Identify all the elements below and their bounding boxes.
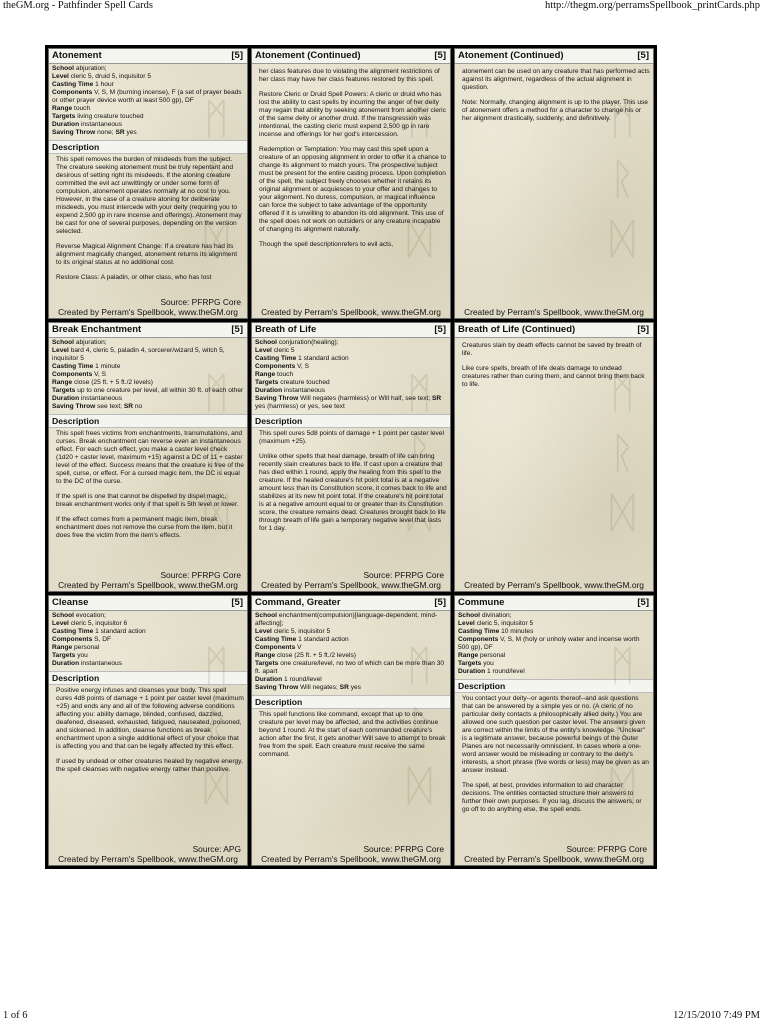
stat-label: Casting Time (458, 628, 500, 636)
stat-level (52, 620, 244, 628)
stat-label: Duration (255, 386, 283, 394)
card-body (455, 64, 653, 123)
stat-label: SR (123, 402, 134, 410)
card-credit: Created by Perram's Spellbook, www.theGM.org (58, 853, 238, 864)
rune-watermark-icon: ᛗ ᚱ ᛞ (203, 94, 229, 263)
stat-value: none; (97, 129, 114, 136)
card-credit: Created by Perram's Spellbook, www.theGM.org (58, 306, 238, 317)
stat-label: Range (52, 105, 73, 112)
stat-label: Duration (52, 121, 80, 128)
stat-label: Level (52, 346, 69, 354)
card-credit: Created by Perram's Spellbook, www.theGM.org (261, 580, 441, 591)
stat-value: V (297, 644, 302, 652)
rune-watermark-icon: ᛗ ᚱ ᛞ (203, 641, 229, 811)
card-title: Commune (458, 597, 505, 609)
stat-components (52, 636, 244, 644)
stat-targets (255, 660, 447, 676)
card-credit: Created by Perram's Spellbook, www.theGM.org (261, 853, 441, 864)
stat-value: V, S (297, 362, 309, 370)
description-paragraph: Creatures slain by death effects cannot be saved by breath of life. (462, 341, 642, 357)
stat-value: yes (126, 129, 137, 136)
stat-targets (255, 379, 447, 387)
card-title: Atonement (Continued) (255, 50, 361, 61)
stat-label: School (52, 65, 74, 72)
stat-label: Casting Time (52, 81, 94, 88)
stat-value: 1 round/level (283, 676, 322, 684)
rune-watermark-icon: ᛗ ᚱ ᛞ (609, 367, 635, 537)
stat-targets (458, 660, 650, 668)
card-source: Source: PFRPG Core (160, 296, 241, 307)
card-title: Command, Greater (255, 597, 341, 609)
stat-value: cleric 5, druid 5, inquisitor 5 (70, 73, 151, 80)
card-grid (48, 48, 654, 866)
card-sheet (45, 45, 657, 869)
card-source: Source: PFRPG Core (363, 843, 444, 854)
stat-saving-throw (255, 395, 447, 411)
card-body (455, 611, 653, 814)
card-credit: Created by Perram's Spellbook, www.theGM.org (261, 306, 441, 317)
stat-value: enchantment(compulsion)[language-dependent, mind-affecting]; (255, 612, 438, 628)
stat-label: Components (52, 370, 93, 378)
stat-duration (255, 387, 447, 395)
card-source: Source: PFRPG Core (566, 843, 647, 854)
card-body (49, 611, 247, 774)
stat-value: S, DF (94, 636, 111, 644)
card-title-bar (252, 596, 450, 611)
card-count: [5] (231, 50, 243, 61)
stat-label: SR (115, 129, 125, 136)
card-body (252, 338, 450, 533)
card-credit: Created by Perram's Spellbook, www.theGM.org (464, 306, 644, 317)
stat-label: School (458, 612, 480, 620)
card-count: [5] (434, 597, 446, 609)
card-count: [5] (231, 597, 243, 609)
spell-card (454, 48, 654, 319)
description-paragraph: Though the spell descriptionrefers to evil acts, (259, 241, 394, 248)
stat-label: Range (458, 652, 479, 660)
page-header-url: http://thegm.org/perramsSpellbook_printCards.php (544, 0, 760, 11)
stat-label: Casting Time (52, 362, 94, 370)
description-paragraph: If the spell is one that cannot be dispelled by dispel magic, break enchantment works only if that spell is 5th level or lower. (56, 492, 239, 508)
stat-level (52, 347, 244, 363)
description-heading: Description (252, 695, 450, 709)
stat-casting-time (52, 81, 244, 89)
stat-label: SR (432, 394, 442, 402)
card-credit: Created by Perram's Spellbook, www.theGM.org (464, 580, 644, 591)
stat-value: 1 standard action (95, 628, 146, 636)
stat-value: Will negates; (300, 684, 338, 692)
stat-range (458, 652, 650, 660)
stat-value: instantaneous (80, 394, 123, 402)
stat-value: you (77, 652, 88, 660)
stat-casting-time (255, 355, 447, 363)
stat-range (52, 105, 244, 113)
stat-casting-time (255, 636, 447, 644)
card-title-bar (252, 323, 450, 338)
stat-value: one creature/level, no two of which can be more than 30 ft. apart (255, 660, 445, 676)
card-title: Atonement (Continued) (458, 50, 564, 61)
stat-label: Saving Throw (52, 129, 96, 136)
card-source: Source: APG (192, 843, 241, 854)
stat-value: living creature touched (77, 113, 144, 120)
card-title-bar (49, 49, 247, 64)
spell-card (251, 48, 451, 319)
card-title-bar (49, 323, 247, 338)
stat-value: up to one creature per level, all within 30 ft. of each other (77, 386, 244, 394)
stat-value: divination; (481, 612, 512, 620)
stat-value: 10 minutes (501, 628, 534, 636)
print-timestamp: 12/15/2010 7:49 PM (673, 1010, 760, 1021)
stat-range (52, 379, 244, 387)
spell-card (454, 322, 654, 593)
stat-casting-time (52, 628, 244, 636)
stat-value: cleric 5, inquisitor 5 (476, 620, 534, 628)
stat-range (52, 644, 244, 652)
stat-saving-throw (52, 403, 244, 411)
stat-label: SR (339, 684, 349, 692)
stat-value: abjuration; (75, 65, 107, 72)
card-count: [5] (637, 597, 649, 609)
stat-label: Components (458, 636, 499, 644)
stat-school (52, 65, 244, 73)
spell-card (251, 595, 451, 866)
card-count: [5] (434, 50, 446, 61)
stat-level (52, 73, 244, 81)
description-paragraph: If used by undead or other creatures healed by negative energy, the spell cleanses with negative energy rather than positive. (56, 758, 243, 774)
stat-duration (52, 660, 244, 668)
stat-school (458, 612, 650, 620)
stat-saving-throw (52, 129, 244, 137)
description-paragraph: Unlike other spells that heal damage, breath of life can bring recently slain creatures back to life. If cast upon a creature that has died within 1 round, apply the healing from this spell to the creature. If the healed creature's hit point total is at a negative amount less than its Constitution score, it comes back to life and stabilizes at its new hit point total. If the creature's hit point total is at a negative amount equal to or greater than its Constitution score, the creature remains dead. Creatures brought back to life through breath of life gain a temporary negative level that lasts for 1 day. (259, 452, 447, 532)
stat-value: V, S, M (holy or unholy water and incense worth 500 gp), DF (458, 636, 640, 652)
stat-value: no (134, 402, 143, 410)
card-source: Source: PFRPG Core (363, 570, 444, 581)
stat-value: conjuration(healing); (278, 338, 339, 346)
stat-value: V, S (94, 370, 106, 378)
stat-level (458, 620, 650, 628)
stat-label: Components (255, 362, 296, 370)
page-header (0, 0, 768, 14)
stat-label: Range (52, 378, 73, 386)
stat-value: Will negates (harmless) or Will half, see text; (300, 394, 431, 402)
stat-label: School (52, 612, 74, 620)
stat-value: you (483, 660, 494, 668)
description-heading: Description (49, 140, 247, 154)
stat-value: 1 round/level (486, 668, 525, 676)
stat-value: bard 4, cleric 5, paladin 4, sorcerer/wizard 5, witch 5, inquisitor 5 (52, 346, 225, 362)
stat-components (52, 89, 244, 105)
stat-duration (458, 668, 650, 676)
stat-value: touch (277, 370, 294, 378)
stat-value: personal (74, 644, 100, 652)
stat-label: Duration (255, 676, 283, 684)
stat-duration (52, 121, 244, 129)
stat-label: Level (52, 73, 69, 80)
card-title: Cleanse (52, 597, 89, 609)
stat-value: instantaneous (283, 386, 326, 394)
stat-label: Range (255, 652, 276, 660)
stat-value: evocation; (75, 612, 106, 620)
stat-targets (52, 387, 244, 395)
stat-school (52, 339, 244, 347)
stat-label: Targets (255, 660, 279, 668)
card-title-bar (49, 596, 247, 611)
stat-value: 1 minute (95, 362, 121, 370)
stat-value: yes (harmless) or yes, see text (255, 402, 345, 410)
card-title-bar (455, 49, 653, 64)
description-paragraph: Reverse Magical Alignment Change: If a creature has had its alignment magically changed, atonement returns its alignment to its original status at no additional cost. (56, 243, 238, 266)
stat-value: cleric 5, inquisitor 5 (273, 628, 331, 636)
stat-label: School (52, 338, 74, 346)
card-count: [5] (231, 323, 243, 335)
stat-label: Components (52, 636, 93, 644)
description-paragraph: atonement can be used on any creature that has performed acts against its alignment, regardless of the actual alignment in question. (462, 68, 650, 91)
stat-duration (255, 676, 447, 684)
card-title: Atonement (52, 50, 102, 61)
stat-label: Targets (52, 386, 76, 394)
stat-components (255, 363, 447, 371)
stat-label: Level (255, 346, 272, 354)
description-paragraph: Positive energy infuses and cleanses your body. This spell cures 4d8 points of damage + 1 point per caster level (maximum +25) and ends any and all of the following adverse conditions affecting you: ability damage, blinded, confused, dazzled, deafened, diseased, exhausted, fatigued, nauseated, poisoned, and sickened. In addition, cleanse functions as break enchantment upon a single additional effect of your choice that is affecting you and that can be legally affected by this effect. (56, 687, 244, 751)
stat-school (255, 612, 447, 628)
rune-watermark-icon: ᛗ ᚱ ᛞ (609, 94, 635, 263)
card-count: [5] (434, 323, 446, 335)
card-body (49, 338, 247, 540)
stat-label: School (255, 612, 277, 620)
rune-watermark-icon: ᛗ ᚱ ᛞ (203, 367, 229, 537)
card-body (455, 338, 653, 389)
stat-value: 1 standard action (298, 354, 349, 362)
description-paragraph: Redemption or Temptation: You may cast this spell upon a creature of an opposing alignment in order to offer it a chance to change its alignment to match yours. The prospective subject must be present for the entire casting process. Upon completion of the spell, the subject freely chooses whether it retains its original alignment or acquiesces to your offer and changes to your alignment. No duress, compulsion, or magical influence can force the subject to take advantage of the opportunity offered if it is unwilling to abandon its old alignment. This use of the spell does not work on outsiders or any creature incapable of changing its alignment naturally. (259, 146, 447, 233)
stat-value: 1 standard action (298, 636, 349, 644)
card-body (252, 64, 450, 249)
description-paragraph: Like cure spells, breath of life deals damage to undead creatures rather than curing them, and cannot bring them back to life. (462, 364, 645, 388)
card-count: [5] (637, 323, 649, 335)
stat-value: abjuration; (75, 338, 107, 346)
stat-label: Components (52, 89, 93, 96)
description-paragraph: If the effect comes from a permanent magic item, break enchantment does not remove the curse from the item, but it does free the victim from the item's effects. (56, 515, 233, 539)
stat-label: Level (255, 628, 272, 636)
card-title: Breath of Life (255, 323, 317, 335)
stat-value: personal (480, 652, 506, 660)
spell-card (48, 48, 248, 319)
description-paragraph: This spell cures 5d8 points of damage + 1 point per caster level (maximum +25). (259, 429, 444, 445)
stat-casting-time (458, 628, 650, 636)
stat-label: Casting Time (52, 628, 94, 636)
stat-label: School (255, 338, 277, 346)
stat-label: Level (52, 620, 69, 628)
stat-label: Casting Time (255, 636, 297, 644)
description-paragraph: Restore Class: A paladin, or other class, who has lost (56, 274, 212, 281)
rune-watermark-icon: ᛗ ᚱ ᛞ (406, 94, 432, 263)
stat-value: V, S, M (burning incense), F (a set of prayer beads or other prayer device worth at least 500 gp), DF (52, 89, 242, 104)
spell-card (251, 322, 451, 593)
stat-value: cleric 5, inquisitor 6 (70, 620, 128, 628)
card-title: Break Enchantment (52, 323, 142, 335)
stat-label: Saving Throw (52, 402, 96, 410)
stat-value: cleric 5 (273, 346, 295, 354)
stat-label: Casting Time (255, 354, 297, 362)
stat-label: Duration (52, 394, 80, 402)
description-paragraph: her class features due to violating the alignment restrictions of her class may have her class features restored by this spell. (259, 68, 440, 83)
stat-label: Saving Throw (255, 394, 299, 402)
card-credit: Created by Perram's Spellbook, www.theGM.org (464, 853, 644, 864)
stat-school (52, 612, 244, 620)
stat-school (255, 339, 447, 347)
description-heading: Description (49, 671, 247, 685)
description-heading: Description (252, 414, 450, 428)
stat-duration (52, 395, 244, 403)
description-paragraph: Restore Cleric or Druid Spell Powers: A cleric or druid who has lost the ability to cast spells by incurring the anger of her deity may regain that ability by seeking atonement from another cleric of the same deity or another druid. If the transgression was intentional, the casting cleric must expend 2,500 gp in rare incense and offerings for her god's intercession. (259, 91, 446, 138)
page-number: 1 of 6 (3, 1010, 28, 1021)
stat-range (255, 652, 447, 660)
stat-label: Targets (52, 652, 76, 660)
description-paragraph: This spell frees victims from enchantments, transmutations, and curses. Break enchantment can reverse even an instantaneous effect. For each such effect, you make a caster level check (1d20 + caster level, maximum +15) against a DC of 11 + caster level of the effect. Success means that the creature is free of the spell, curse, or effect. For a cursed magic item, the DC is equal to the DC of the curse. (56, 429, 244, 485)
page-footer (0, 1010, 768, 1024)
description-paragraph: The spell, at best, provides information to aid character decisions. The entities contacted structure their answers to further their own purposes. If you lag, discuss the answers, or go off to do anything else, the spell ends. (462, 782, 642, 814)
stat-label: Range (255, 370, 276, 378)
card-count: [5] (637, 50, 649, 61)
card-body (49, 64, 247, 282)
stat-saving-throw (255, 684, 447, 692)
spell-card (454, 595, 654, 866)
stat-components (52, 371, 244, 379)
stat-label: Components (255, 644, 296, 652)
stat-value: instantaneous (80, 121, 123, 128)
stat-value: close (25 ft. + 5 ft./2 levels) (74, 378, 153, 386)
stat-targets (52, 652, 244, 660)
stat-value: close (25 ft. + 5 ft./2 levels) (277, 652, 356, 660)
card-source: Source: PFRPG Core (160, 570, 241, 581)
description-heading: Description (455, 679, 653, 693)
stat-label: Level (458, 620, 475, 628)
stat-value: touch (74, 105, 91, 112)
stat-casting-time (52, 363, 244, 371)
stat-label: Saving Throw (255, 684, 299, 692)
stat-label: Targets (458, 660, 482, 668)
description-paragraph: You contact your deity--or agents thereof--and ask questions that can be answered by a simple yes or no. (A cleric of no particular deity contacts a philosophically allied deity.) You are allowed one such question per caster level. The answers given are correct within the limits of the entity's knowledge. "Unclear" is a legitimate answer, because powerful beings of the Outer Planes are not necessarily omniscient. In cases where a one-word answer would be misleading or contrary to the deity's interests, a short phrase (five words or less) may be given as an answer instead. (462, 695, 649, 775)
card-body (252, 611, 450, 759)
stat-label: Targets (52, 113, 76, 120)
stat-label: Range (52, 644, 73, 652)
stat-value: yes (350, 684, 361, 692)
rune-watermark-icon: ᛗ ᚱ ᛞ (406, 367, 432, 537)
spell-card (48, 595, 248, 866)
stat-value: 1 hour (95, 81, 114, 88)
rune-watermark-icon: ᛗ ᚱ ᛞ (609, 641, 635, 811)
stat-value: instantaneous (80, 660, 123, 668)
stat-value: see text; (97, 402, 123, 410)
stat-label: Duration (458, 668, 486, 676)
card-title-bar (455, 596, 653, 611)
description-paragraph: Note: Normally, changing alignment is up to the player. This use of atonement offers a method for a character to change his or her alignment drastically, suddenly, and definitively. (462, 99, 648, 122)
stat-targets (52, 113, 244, 121)
page-header-title: theGM.org - Pathfinder Spell Cards (3, 0, 153, 11)
description-heading: Description (49, 414, 247, 428)
spell-card (48, 322, 248, 593)
stat-components (255, 644, 447, 652)
stat-label: Targets (255, 378, 279, 386)
stat-value: creature touched (280, 378, 330, 386)
stat-components (458, 636, 650, 652)
stat-label: Duration (52, 660, 80, 668)
description-paragraph: This spell removes the burden of misdeeds from the subject. The creature seeking atonement must be truly repentant and desirous of setting right its misdeeds. If the atoning creature committed the evil act unwittingly or under some form of compulsion, atonement operates normally at no cost to you. However, in the case of a creature atoning for deliberate misdeeds, you must intercede with your deity (requiring you to expend 2,500 gp in rare incense and offerings). Atonement may be cast for one of several purposes, depending on the version selected. (56, 156, 242, 235)
rune-watermark-icon: ᛗ ᚱ ᛞ (406, 641, 432, 811)
stat-range (255, 371, 447, 379)
card-title-bar (252, 49, 450, 64)
card-title-bar (455, 323, 653, 338)
description-paragraph: This spell functions like command, except that up to one creature per level may be affected, and the activities continue beyond 1 round. At the start of each commanded creature's action after the first, it gets another Will save to attempt to break free from the spell. Each creature must receive the same command. (259, 711, 446, 759)
card-credit: Created by Perram's Spellbook, www.theGM.org (58, 580, 238, 591)
stat-level (255, 347, 447, 355)
stat-level (255, 628, 447, 636)
card-title: Breath of Life (Continued) (458, 323, 576, 335)
